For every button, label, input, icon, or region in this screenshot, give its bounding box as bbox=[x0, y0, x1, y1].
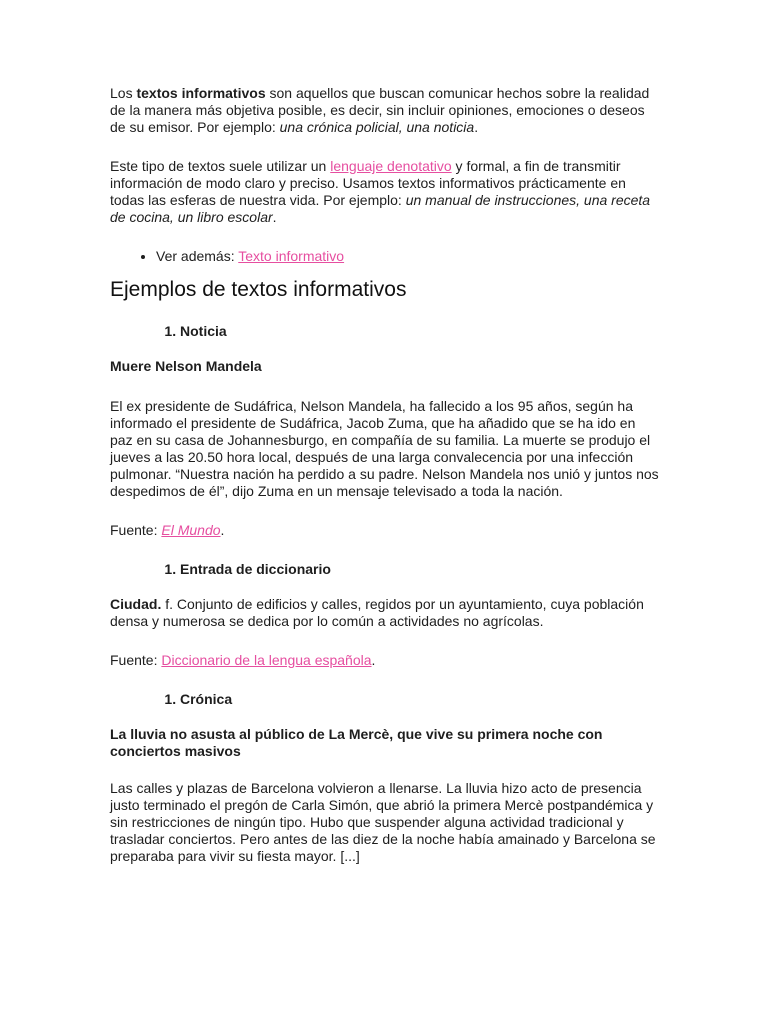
source-label: Fuente: bbox=[110, 652, 162, 668]
section-title-cronica: 1. Crónica bbox=[180, 691, 660, 708]
lenguaje-denotativo-link[interactable]: lenguaje denotativo bbox=[330, 158, 452, 174]
el-mundo-link[interactable]: El Mundo bbox=[161, 522, 221, 538]
dictionary-term: Ciudad. bbox=[110, 596, 162, 612]
texto-informativo-link[interactable]: Texto informativo bbox=[238, 248, 345, 264]
see-also-label: Ver además: bbox=[156, 248, 239, 264]
section-number-list bbox=[110, 561, 660, 578]
diccionario-link[interactable]: Diccionario de la lengua española bbox=[161, 652, 372, 668]
news-body: El ex presidente de Sudáfrica, Nelson Mandela, ha fallecido a los 95 años, según ha informado el presidente de Sudáfrica, Jacob Zuma, que ha añadido que se ha ido en paz en su casa de Johannesburgo, en compañía de su familia. La muerte se produjo el jueves a las 20.50 hora local, después de una larga convalecencia por una infección pulmonar. “Nuestra nación ha perdido a su padre. Nelson Mandela nos unió y juntos nos despedimos de él”, dijo Zuma en un mensaje televisado a toda la nación. bbox=[110, 398, 659, 499]
intro-text: son aquellos que buscan comunicar hechos sobre la realidad de la manera más objetiva posible, es decir, sin incluir opiniones, emociones o deseos de su emisor. Por ejemplo: bbox=[110, 85, 650, 135]
source-end: . bbox=[220, 522, 225, 538]
article bbox=[110, 85, 660, 865]
intro-text: y formal, a fin de transmitir información de modo claro y preciso. Usamos textos informativos prácticamente en todas las esferas de nuestra vida. Por ejemplo: bbox=[110, 158, 626, 208]
intro-text: Este tipo de textos suele utilizar un bbox=[110, 158, 331, 174]
intro-text: Los bbox=[110, 85, 137, 101]
intro-example: un manual de instrucciones, una receta de cocina, un libro escolar bbox=[110, 192, 651, 225]
see-also-list bbox=[110, 248, 660, 265]
section-title-diccionario: 1. Entrada de diccionario bbox=[180, 561, 660, 578]
chronicle-body: Las calles y plazas de Barcelona volvieron a llenarse. La lluvia hizo acto de presencia justo terminado el pregón de Carla Simón, que abrió la primera Mercè postpandémica y sin restricciones de ningún tipo. Hubo que suspender alguna actividad tradicional y trasladar conciertos. Pero antes de las diez de la noche había amainado y Barcelona se preparaba para vivir su fiesta mayor. [...] bbox=[110, 780, 656, 864]
news-headline: Muere Nelson Mandela bbox=[110, 358, 262, 374]
section-number-list bbox=[110, 323, 660, 340]
intro-text: . bbox=[474, 119, 479, 135]
news-source bbox=[110, 522, 660, 539]
chronicle-headline: La lluvia no asusta al público de La Mercè, que vive su primera noche con conciertos masivos bbox=[110, 726, 603, 759]
dictionary-source bbox=[110, 652, 660, 669]
section-number-list bbox=[110, 691, 660, 708]
dictionary-definition: f. Conjunto de edificios y calles, regidos por un ayuntamiento, cuya población densa y numerosa se dedica por lo común a actividades no agrícolas. bbox=[110, 596, 644, 629]
intro-paragraph-1 bbox=[110, 85, 660, 136]
see-also-item bbox=[156, 248, 660, 265]
intro-paragraph-2 bbox=[110, 158, 660, 226]
intro-bold-term: textos informativos bbox=[136, 85, 266, 101]
section-heading: Ejemplos de textos informativos bbox=[110, 278, 407, 301]
section-title-noticia: 1. Noticia bbox=[180, 323, 660, 340]
intro-example: una crónica policial, una noticia bbox=[279, 119, 475, 135]
intro-text: . bbox=[272, 209, 277, 225]
source-end: . bbox=[371, 652, 376, 668]
dictionary-entry bbox=[110, 596, 660, 630]
source-label: Fuente: bbox=[110, 522, 162, 538]
